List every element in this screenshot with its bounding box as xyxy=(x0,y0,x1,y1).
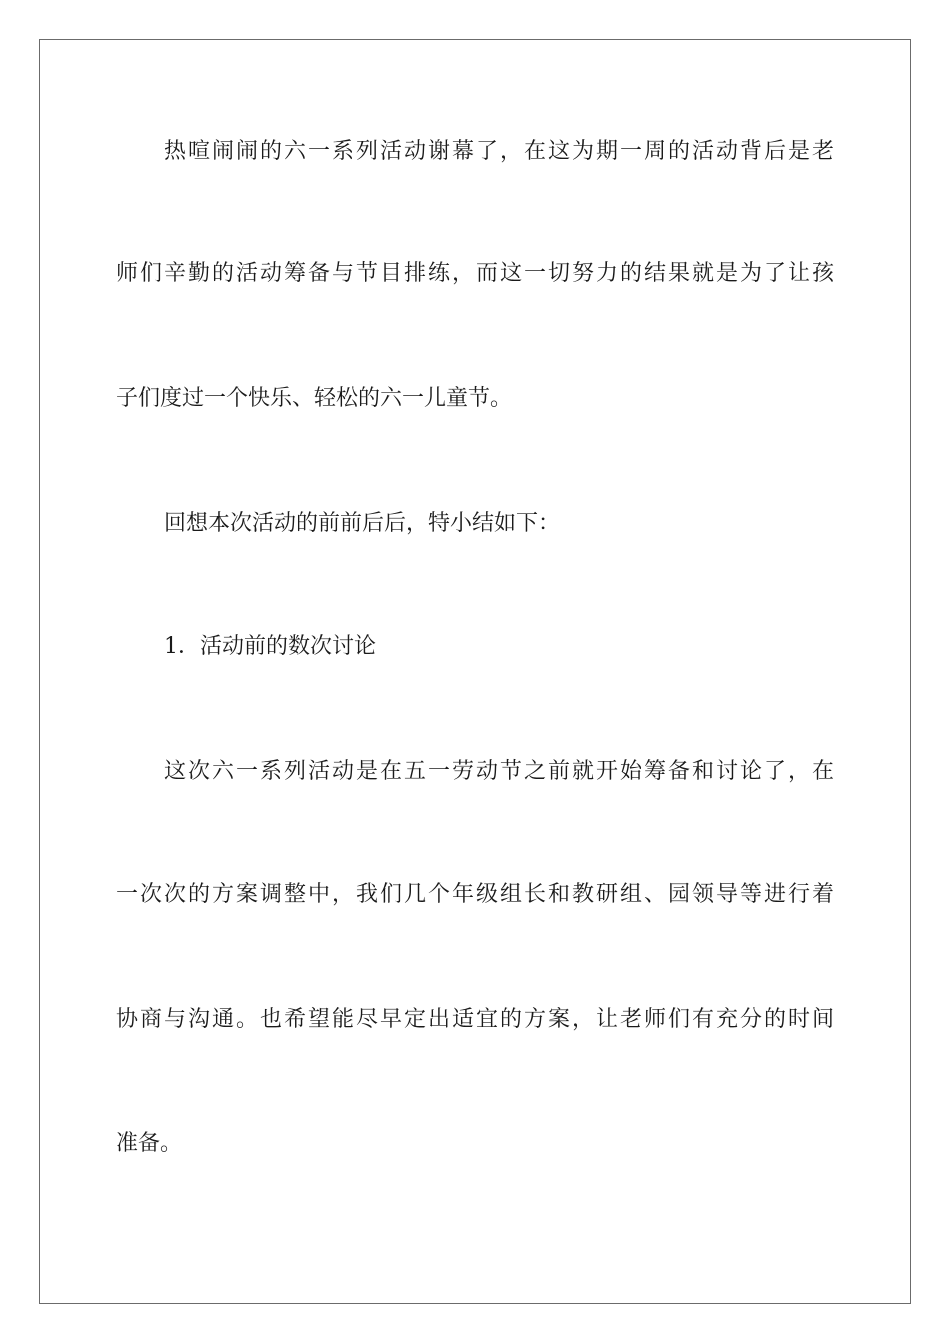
paragraph-4-line-1: 这次六一系列活动是在五一劳动节之前就开始筹备和讨论了，在 xyxy=(164,759,834,784)
paragraph-1-line-2: 师们辛勤的活动筹备与节目排练，而这一切努力的结果就是为了让孩 xyxy=(116,261,834,286)
paragraph-1-line-1: 热喧闹闹的六一系列活动谢幕了，在这为期一周的活动背后是老 xyxy=(164,139,834,164)
page-border xyxy=(39,39,911,1304)
paragraph-4-line-2: 一次次的方案调整中，我们几个年级组长和教研组、园领导等进行着 xyxy=(116,882,834,907)
paragraph-2-line-1: 回想本次活动的前前后后，特小结如下： xyxy=(164,511,561,536)
paragraph-4-line-4: 准备。 xyxy=(116,1131,183,1156)
paragraph-1-line-3: 子们度过一个快乐、轻松的六一儿童节。 xyxy=(116,386,513,411)
paragraph-4-line-3: 协商与沟通。也希望能尽早定出适宜的方案，让老师们有充分的时间 xyxy=(116,1007,834,1032)
section-heading-1: 1．活动前的数次讨论 xyxy=(164,634,376,659)
